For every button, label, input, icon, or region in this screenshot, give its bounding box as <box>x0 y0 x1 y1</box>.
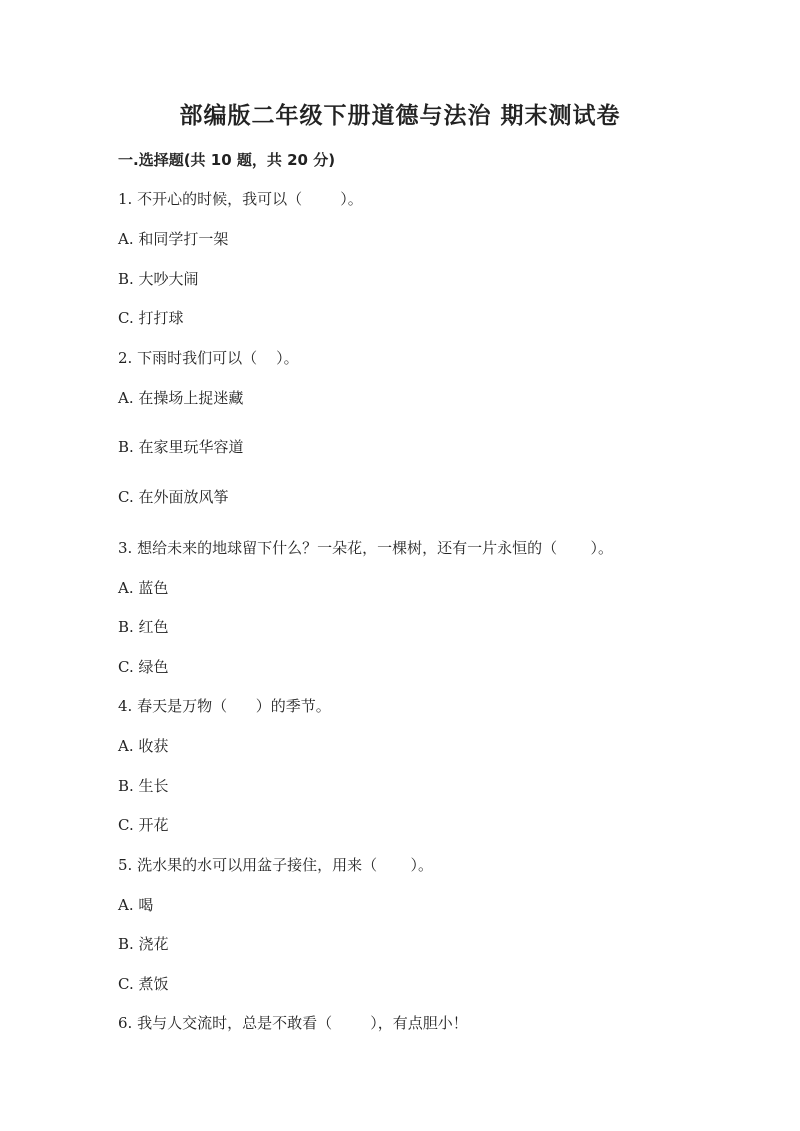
question-option: B. 在家里玩华容道 <box>118 438 244 456</box>
page-title: 部编版二年级下册道德与法治 期末测试卷 <box>179 103 621 129</box>
question-option: C. 煮饭 <box>118 975 169 993</box>
question-option: C. 绿色 <box>118 658 169 676</box>
question-option: B. 浇花 <box>118 935 169 953</box>
question-option: A. 在操场上捉迷藏 <box>118 389 244 407</box>
question-stem: 6. 我与人交流时，总是不敢看（ ），有点胆小！ <box>118 1014 468 1032</box>
question-option: B. 大吵大闹 <box>118 270 199 288</box>
section-heading: 一.选择题(共 10 题，共 20 分) <box>118 151 336 169</box>
question-stem: 4. 春天是万物（ ）的季节。 <box>118 697 331 715</box>
question-option: B. 生长 <box>118 777 169 795</box>
question-option: A. 和同学打一架 <box>118 230 229 248</box>
question-stem: 3. 想给未来的地球留下什么？一朵花，一棵树，还有一片永恒的（ ）。 <box>118 539 613 557</box>
question-option: C. 打打球 <box>118 309 184 327</box>
question-option: B. 红色 <box>118 618 169 636</box>
question-option: A. 收获 <box>118 737 169 755</box>
question-option: C. 在外面放风筝 <box>118 488 229 506</box>
question-option: C. 开花 <box>118 816 169 834</box>
question-stem: 1. 不开心的时候，我可以（ ）。 <box>118 190 363 208</box>
question-option: A. 蓝色 <box>118 579 169 597</box>
question-stem: 2. 下雨时我们可以（ ）。 <box>118 349 299 367</box>
question-stem: 5. 洗水果的水可以用盆子接住，用来（ ）。 <box>118 856 433 874</box>
question-option: A. 喝 <box>118 896 154 914</box>
